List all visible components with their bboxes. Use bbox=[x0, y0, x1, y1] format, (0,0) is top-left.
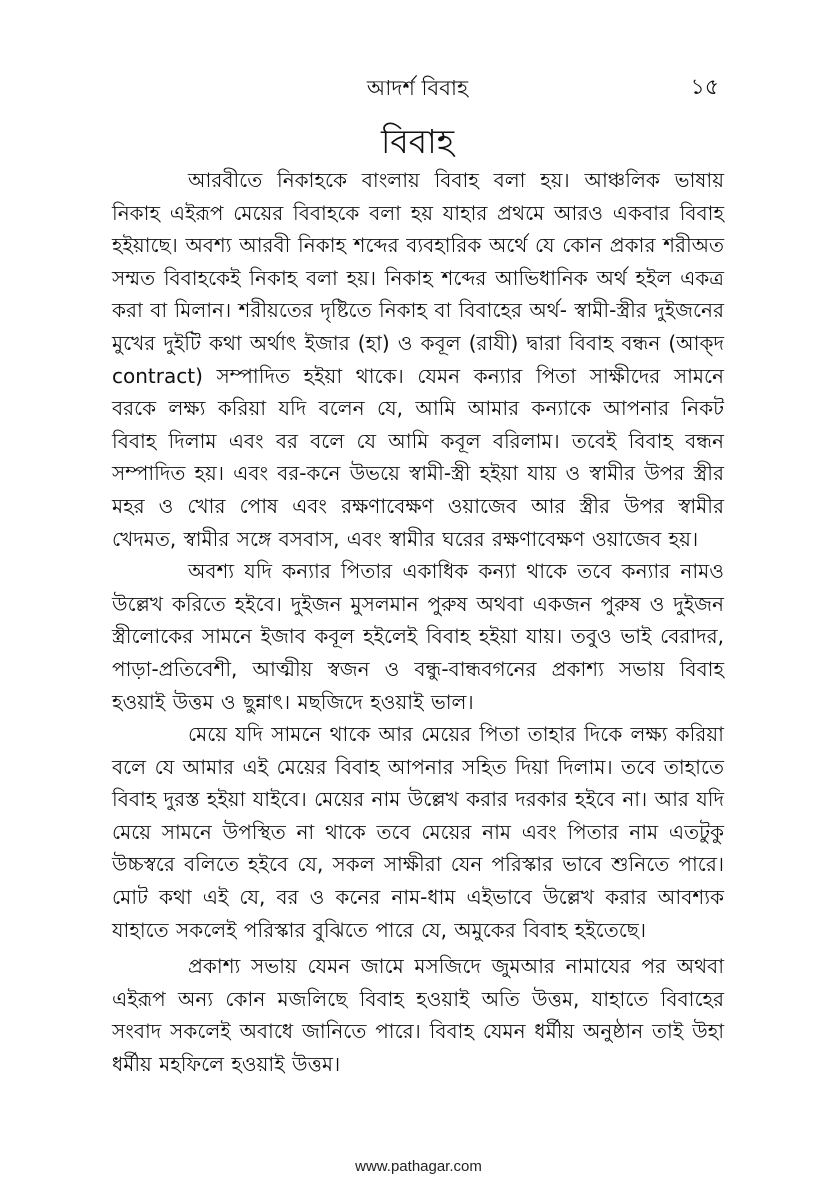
paragraph: আরবীতে নিকাহকে বাংলায় বিবাহ বলা হয়। আঞ্চলিক ভাষায় নিকাহ এইরূপ মেয়ের বিবাহকে বলা হয় যাহার প্রথমে আরও একবার বিবাহ হইয়াছে। অবশ্য আরবী নিকাহ শব্দের ব্যবহারিক অর্থে যে কোন প্রকার শরীঅত সম্মত বিবাহকেই নিকাহ বলা হয়। নিকাহ শব্দের আভিধানিক অর্থ হইল একত্র করা বা মিলান। শরীয়তের দৃষ্টিতে নিকাহ বা বিবাহের অর্থ- স্বামী-স্ত্রীর দুইজনের মুখের দুইটি কথা অর্থাৎ ইজার (হা) ও কবূল (রাযী) দ্বারা বিবাহ বন্ধন (আক্দ contract) সম্পাদিত হইয়া থাকে। যেমন কন্যার পিতা সাক্ষীদের সামনে বরকে লক্ষ্য করিয়া যদি বলেন যে, আমি আমার কন্যাকে আপনার নিকট বিবাহ দিলাম এবং বর বলে যে আমি কবূল বরিলাম। তবেই বিবাহ বন্ধন সম্পাদিত হয়। এবং বর-কনে উভয়ে স্বামী-স্ত্রী হইয়া যায় ও স্বামীর উপর স্ত্রীর মহর ও খোর পোষ এবং রক্ষণাবেক্ষণ ওয়াজেব আর স্ত্রীর উপর স্বামীর খেদমত, স্বামীর সঙ্গে বসবাস, এবং স্বামীর ঘরের রক্ষণাবেক্ষণ ওয়াজেব হয়। bbox=[112, 168, 724, 551]
paragraph: প্রকাশ্য সভায় যেমন জামে মসজিদে জুমআর নামাযের পর অথবা এইরূপ অন্য কোন মজলিছে বিবাহ হওয়াই অতি উত্তম, যাহাতে বিবাহের সংবাদ সকলেই অবাধে জানিতে পারে। বিবাহ যেমন ধর্মীয় অনুষ্ঠান তাই উহা ধর্মীয় মহফিলে হওয়াই উত্তম। bbox=[112, 954, 724, 1077]
body-text bbox=[112, 164, 724, 1081]
running-header bbox=[110, 72, 725, 108]
paragraph: অবশ্য যদি কন্যার পিতার একাধিক কন্যা থাকে তবে কন্যার নামও উল্লেখ করিতে হইবে। দুইজন মুসলমান পুরুষ অথবা একজন পুরুষ ও দুইজন স্ত্রীলোকের সামনে ইজাব কবূল হইলেই বিবাহ হইয়া যায়। তবুও ভাই বেরাদর, পাড়া-প্রতিবেশী, আত্মীয় স্বজন ও বন্ধু-বান্ধবগনের প্রকাশ্য সভায় বিবাহ হওয়াই উত্তম ও ছুন্নাৎ। মছজিদে হওয়াই ভাল। bbox=[112, 559, 724, 714]
chapter-title: বিবাহ bbox=[380, 122, 455, 161]
running-title: আদর্শ বিবাহ bbox=[366, 76, 469, 100]
page-number: ১৫ bbox=[690, 75, 719, 100]
footer-website: www.pathagar.com bbox=[355, 1158, 482, 1175]
paragraph: মেয়ে যদি সামনে থাকে আর মেয়ের পিতা তাহার দিকে লক্ষ্য করিয়া বলে যে আমার এই মেয়ের বিবাহ আপনার সহিত দিয়া দিলাম। তবে তাহাতে বিবাহ দুরস্ত হইয়া যাইবে। মেয়ের নাম উল্লেখ করার দরকার হইবে না। আর যদি মেয়ে সামনে উপস্থিত না থাকে তবে মেয়ের নাম এবং পিতার নাম এতটুকু উচ্চস্বরে বলিতে হইবে যে, সকল সাক্ষীরা যেন পরিস্কার ভাবে শুনিতে পারে। মোট কথা এই যে, বর ও কনের নাম-ধাম এইভাবে উল্লেখ করার আবশ্যক যাহাতে সকলেই পরিস্কার বুঝিতে পারে যে, অমুকের বিবাহ হইতেছে। bbox=[112, 722, 725, 942]
